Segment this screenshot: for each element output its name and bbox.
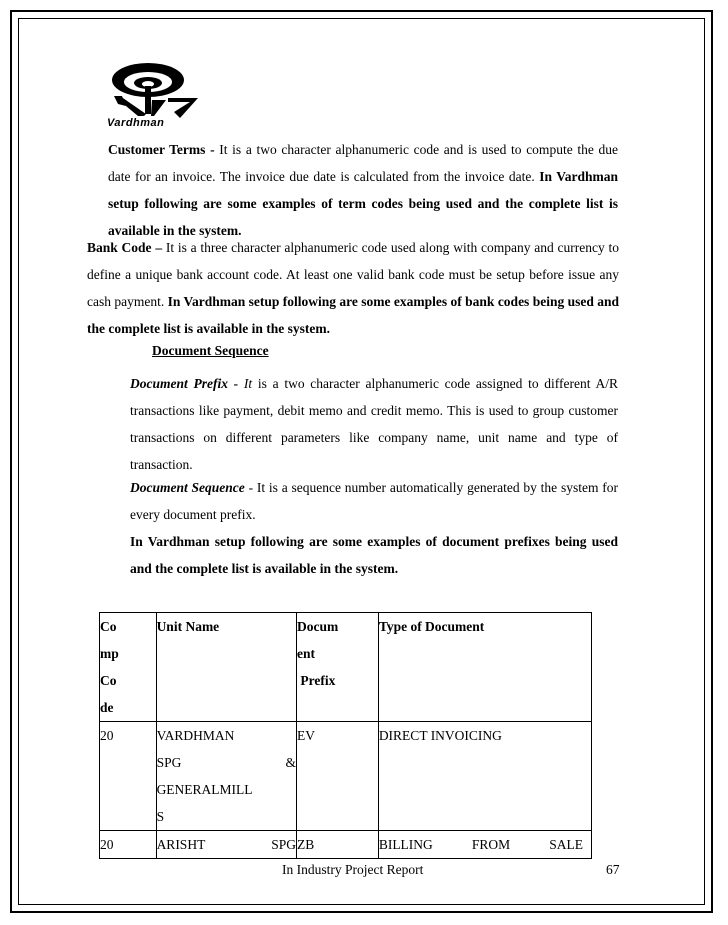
- header-unit-name: Unit Name: [156, 613, 296, 722]
- header-document-prefix: Docum ent Prefix: [296, 613, 378, 722]
- document-sequence-term: Document Sequence: [130, 480, 245, 495]
- document-prefix-table: [99, 612, 592, 859]
- customer-terms-paragraph: [108, 136, 618, 244]
- header-comp-code: Co mp Co de: [100, 613, 157, 722]
- row-type-of-document: BILLING FROM SALE: [378, 831, 591, 859]
- document-prefix-term: Document Prefix -: [130, 376, 239, 391]
- row-document-prefix: EV: [296, 722, 378, 831]
- logo-wordmark: Vardhman: [107, 117, 165, 129]
- customer-terms-note: In Vardhman setup following are some examples of term codes being used and the complete list is available in the system.: [108, 169, 618, 238]
- page-number: 67: [606, 862, 620, 877]
- customer-terms-body: It is a two character alphanumeric code and is used to compute the due date for an invoice. The invoice due date is calculated from the invoice date.: [108, 142, 618, 184]
- table-row: [100, 722, 592, 831]
- table-row: [100, 831, 592, 859]
- document-prefix-body: is a two character alphanumeric code assigned to different A/R transactions like payment, debit memo and credit memo. This is used to group customer transactions on different parameters like company name, unit name and type of transaction.: [130, 376, 618, 472]
- customer-terms-term: Customer Terms -: [108, 142, 215, 157]
- row-comp-code: 20: [100, 831, 157, 859]
- bank-code-term: Bank Code –: [87, 240, 163, 255]
- bank-code-note: In Vardhman setup following are some examples of bank codes being used and the complete list is available in the system.: [87, 294, 619, 336]
- row-unit-name: ARISHT SPG: [156, 831, 296, 859]
- row-comp-code: 20: [100, 722, 157, 831]
- document-sequence-body: - It is a sequence number automatically generated by the system for every document prefix.: [130, 480, 618, 522]
- table-header-row: [100, 613, 592, 722]
- examples-note-paragraph: In Vardhman setup following are some examples of document prefixes being used and the complete list is available in the system.: [130, 534, 618, 576]
- document-prefix-it: It: [243, 376, 253, 391]
- section-heading: Document Sequence: [152, 343, 269, 358]
- bank-code-paragraph: [87, 234, 619, 342]
- row-type-of-document: DIRECT INVOICING: [378, 722, 591, 831]
- row-document-prefix: ZB: [296, 831, 378, 859]
- header-type-of-document: Type of Document: [378, 613, 591, 722]
- footer-title: In Industry Project Report: [282, 862, 424, 877]
- row-unit-name: VARDHMAN SPG & GENERALMILL S: [156, 722, 296, 831]
- document-prefix-paragraph: [130, 370, 618, 478]
- document-sequence-paragraph: [130, 474, 618, 528]
- bank-code-body: It is a three character alphanumeric code used along with company and currency to define a unique bank account code. At least one valid bank code must be setup before issue any cash payment.: [87, 240, 619, 309]
